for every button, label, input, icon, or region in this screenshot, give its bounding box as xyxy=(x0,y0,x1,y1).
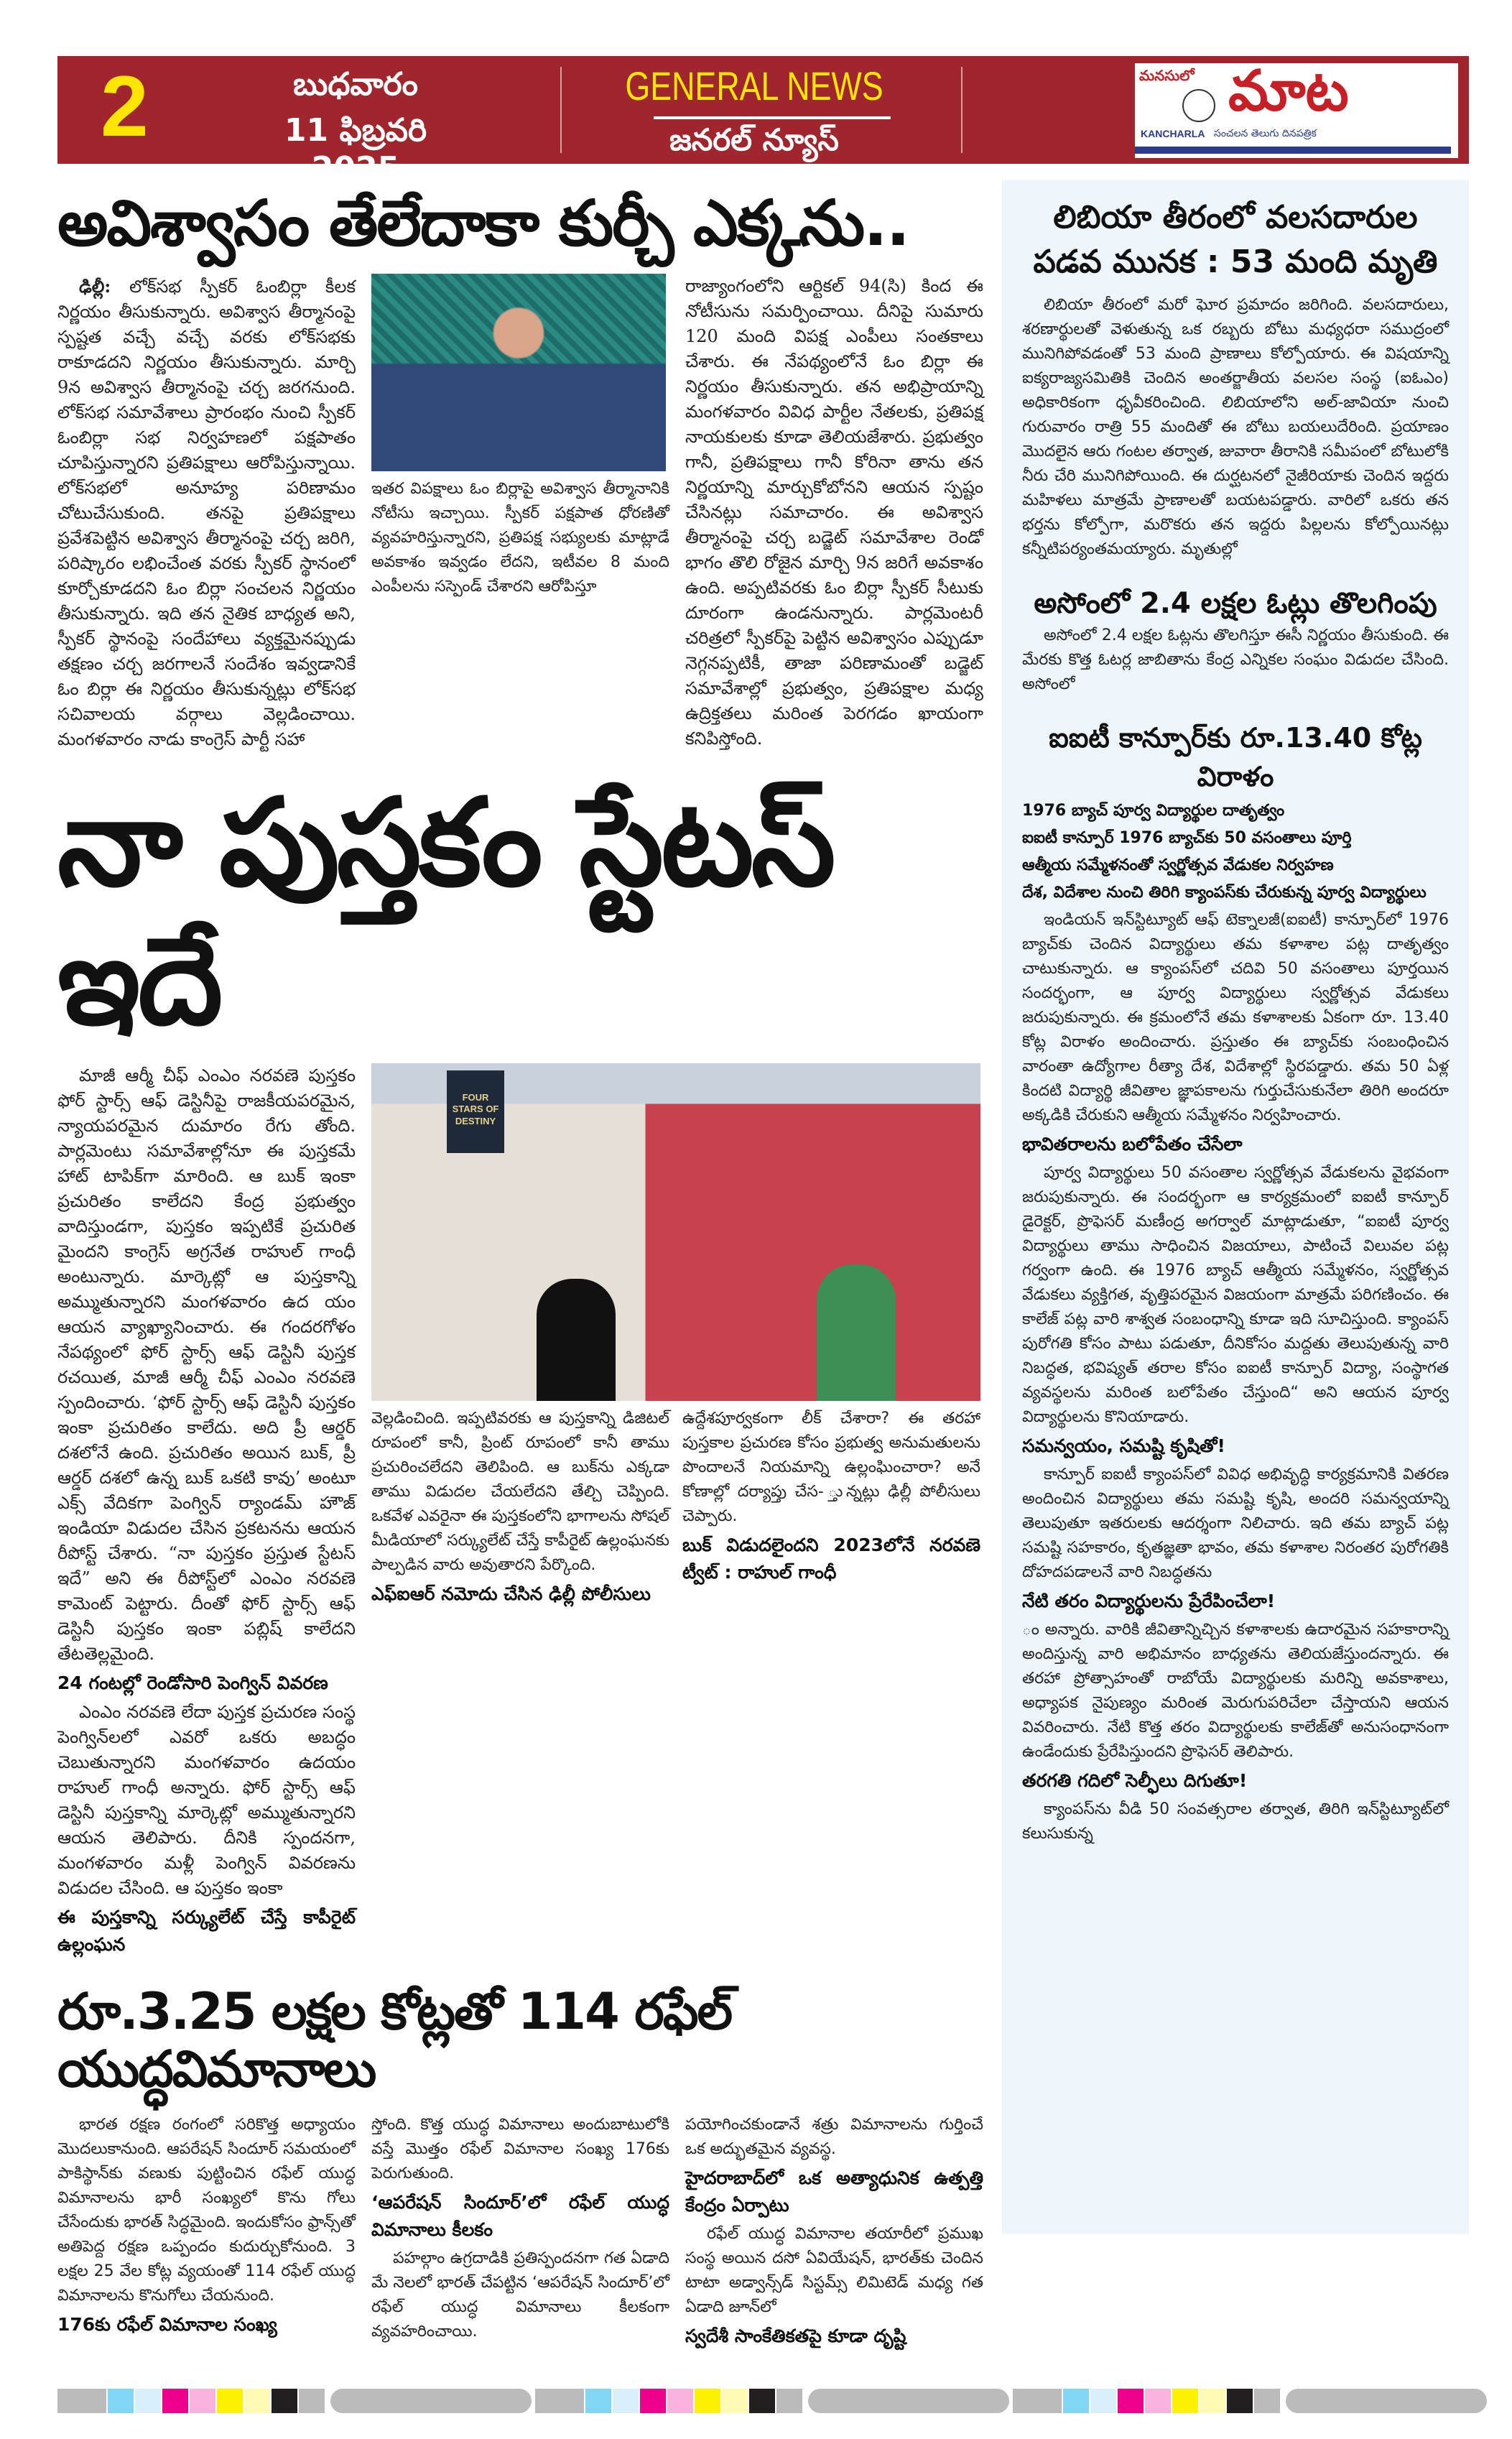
divider xyxy=(560,67,562,153)
subheading: ‘ఆపరేషన్ సిందూర్’లో రఫేల్ యుద్ధ విమానాలు కీలకం xyxy=(371,2191,669,2240)
story1-column2 xyxy=(371,274,669,752)
story2-text: వెల్లడించింది. ఇప్పటివరకు ఆ పుస్తకాన్ని డిజిటల్ రూపంలో కానీ, ప్రింట్ రూపంలో కానీ తాము ప్రచురించలేదని తెలిపింది. ఆ బుక్‌ను ఎక్కడా తాము విడుదల చేయలేదని తేల్చి చెప్పింది. ఒకవేళ ఎవరైనా ఈ పుస్తకంలోని భాగాలను సోషల్ మీడియాలో సర్క్యులేట్ చేస్తే కాపీరైట్ ఉల్లంఘనకు పాల్పడిన వారు అవుతారని పేర్కొంది. xyxy=(371,1409,669,1574)
story2-column2 xyxy=(371,1407,669,1611)
color-swatch xyxy=(162,2389,188,2413)
color-swatch xyxy=(776,2389,802,2413)
subheading: బుక్ విడుదలైందని 2023లోనే నరవణె ట్వీట్ : రాహుల్ గాంధీ xyxy=(682,1534,980,1583)
deck: 1976 బ్యాచ్ పూర్వ విద్యార్థుల దాతృత్వం xyxy=(1022,802,1285,820)
photo-rahul-gandhi-with-book xyxy=(371,1063,980,1401)
color-swatch xyxy=(272,2389,297,2413)
color-swatch xyxy=(1063,2389,1089,2413)
page-number: 2 xyxy=(101,58,149,154)
color-swatch xyxy=(190,2389,215,2413)
logo-small-text: మనసులో xyxy=(1139,67,1195,84)
logo-bar xyxy=(1135,147,1451,154)
divider xyxy=(654,116,891,119)
subheading: తరగతి గదిలో సెల్ఫీలు దిగుతూ! xyxy=(1022,1770,1248,1791)
subheading: స్వదేశీ సాంకేతికతపై కూడా దృష్టి xyxy=(685,2325,906,2346)
story2-right-area xyxy=(371,1063,983,1961)
subheading: ఎఫ్ఐఆర్ నమోదు చేసిన ఢిల్లీ పోలీసులు xyxy=(371,1583,651,1604)
story3-column1 xyxy=(57,2113,356,2353)
iit-story xyxy=(1022,718,1449,1846)
iit-paragraph: ఇండియన్ ఇన్‌స్టిట్యూట్ ఆఫ్ టెక్నాలజీ(ఐఐటీ) కాన్పూర్‌లో 1976 బ్యాచ్‌కు చెందిన విద్యార్థులు తమ కళాశాల పట్ల దాతృత్వం చాటుకున్నారు. ఆ క్యాంపస్‌లో చదివి 50 వసంతాలు పూర్తయిన సందర్భంగా, ఆ పూర్వ విద్యార్థులు స్వర్ణోత్సవ వేడుకలు జరుపుకున్నారు. ఈ క్రమంలోనే తమ కళాశాలకు ఏకంగా రూ. 13.40 కోట్ల విరాళం అందించారు. ప్రస్తుతం ఈ బ్యాచ్‌కు సంబంధించిన వారంతా ఉద్యోగాల రీత్యా దేశ, విదేశాల్లో స్థిరపడ్డారు. తమ 50 ఏళ్ల కిందటి విద్యార్థి జీవితాల జ్ఞాపకాలను గుర్తుచేసుకునేలా తిరిగి అందరూ అక్కడికి చేరుకుని ఆత్మీయ సమ్మేళనం నిర్వహించారు. xyxy=(1022,911,1449,1124)
story3-text: పయోగించకుండానే శత్రు విమానాలను గుర్తించే ఒక అద్భుతమైన వ్యవస్థ. xyxy=(685,2115,983,2158)
right-column xyxy=(1002,180,1469,2234)
deck: దేశ, విదేశాల నుంచి తిరిగి క్యాంపస్‌కు చేరుకున్న పూర్వ విద్యార్థులు xyxy=(1022,884,1427,902)
color-swatch xyxy=(1013,2389,1062,2413)
libya-text xyxy=(1022,293,1449,562)
print-color-bar xyxy=(0,2389,1512,2417)
color-swatch xyxy=(135,2389,161,2413)
story2-text: మాజీ ఆర్మీ చీఫ్ ఎంఎం నరవణె పుస్తకం ఫోర్ స్టార్స్ ఆఫ్ డెస్టినీపై రాజకీయపరమైన, న్యాయపరమైన దుమారం రేగు తోంది. పార్లమెంటు సమావేశాల్లోనూ ఈ పుస్తకమే హాట్ టాపిక్‌గా మారింది. ఆ బుక్ ఇంకా ప్రచురితం కాలేదని కేంద్ర ప్రభుత్వం వాదిస్తుండగా, పుస్తకం ఇప్పటికే ప్రచురిత మైందని కాంగ్రెస్ అగ్రనేత రాహుల్ గాంధీ అంటున్నారు. మార్కెట్లో ఆ పుస్తకాన్ని అమ్ముతున్నారని మంగళవారం ఉద యం ఆయన వ్యాఖ్యానించారు. ఈ గందరగోళం నేపథ్యంలో ఫోర్ స్టార్స్ ఆఫ్ డెస్టినీ పుస్తక రచయిత, మాజీ ఆర్మీ చీఫ్ ఎంఎం నరవణె స్పందించారు. ‘ఫోర్ స్టార్స్ ఆఫ్ డెస్టినీ పుస్తకం ఇంకా ప్రచురితం కాలేదు. అది ప్రీ ఆర్డర్ దశలోనే ఉంది. ప్రచురితం అయిన బుక్, ప్రీ ఆర్డర్ దశలో ఉన్న బుక్ ఒకటి కావు’ అంటూ ఎక్స్ వేదికగా పెంగ్విన్ ర్యాండమ్ హౌజ్ ఇండియా విడుదల చేసిన ప్రకటనను ఆయన రీపోస్ట్ చేశారు. “నా పుస్తకం ప్రస్తుత స్టేటస్ ఇదే” అని ఈ రీపోస్ట్‌లో ఎంఎం నరవణె కామెంట్ పెట్టారు. దీంతో ఫోర్ స్టార్స్ ఆఫ్ డెస్టినీ పుస్తకం ఇంకా పబ్లిష్ కాలేదని తేటతెల్లమైంది. xyxy=(57,1065,356,1664)
story3-text: స్తోంది. కొత్త యుద్ధ విమానాలు అందుబాటులోకి వస్తే మొత్తం రఫేల్ విమానాల సంఖ్య 176కు పెరుగుతుంది. xyxy=(371,2115,669,2183)
story3-text: రఫేల్ యుద్ధ విమానాల తయారీలో ప్రముఖ సంస్థ అయిన దసో ఏవియేషన్, భారత్‌కు చెందిన టాటా అడ్వాన్స్‌డ్ సిస్టమ్స్ లిమిటెడ్ మధ్య గత ఏడాది జూన్‌లో xyxy=(685,2224,983,2316)
logo-wordmark: మాట xyxy=(1228,63,1349,124)
story3-text: పహల్గాం ఉగ్రదాడికి ప్రతిస్పందనగా గత ఏడాది మే నెలలో భారత్ చేపట్టిన ‘ఆపరేషన్ సిందూర్’లో రఫేల్ యుద్ధ విమానాలు కీలకంగా వ్యవహరించాయి. xyxy=(371,2249,669,2341)
story3-column2 xyxy=(371,2113,669,2353)
headline-libya-line2: పడవ మునక : 53 మంది మృతి xyxy=(1033,244,1438,280)
date-label: 11 ఫిబ్రవరి 2025 xyxy=(284,112,427,187)
color-swatch xyxy=(613,2389,639,2413)
divider xyxy=(961,67,963,153)
story1 xyxy=(57,187,984,752)
color-swatch xyxy=(722,2389,748,2413)
gray-pill xyxy=(1286,2389,1487,2413)
color-swatch xyxy=(667,2389,693,2413)
headline-story3: రూ.3.25 లక్షల కోట్లతో 114 రఫేల్ యుద్ధవిమానాలు xyxy=(57,1981,732,2099)
face-illustration-icon xyxy=(1182,89,1215,122)
iit-paragraph: పూర్వ విద్యార్థులు 50 వసంతాల స్వర్ణోత్సవ వేడుకలను వైభవంగా జరుపుకున్నారు. ఈ సందర్భంగా ఆ కార్యక్రమంలో ఐఐటీ కాన్పూర్ డైరెక్టర్, ప్రొఫెసర్ మణీంద్ర అగర్వాల్ మాట్లాడుతూ, “ఐఐటీ పూర్వ విద్యార్థులు తాము సాధించిన విజయాలు, పాటించే విలువల పట్ల గర్వంగా ఉంది. ఈ 1976 బ్యాచ్ ఆత్మీయ సమ్మేళనం, స్వర్ణోత్సవ వేడుకలు వ్యక్తిగత, వృత్తిపరమైన విజయంగా మాత్రమే పరిగణించం. ఈ కాలేజ్ పట్ల వారి శాశ్వత సంబంధాన్ని కూడా ఇది సూచిస్తుంది. క్యాంపస్ పురోగతి కోసం పాటు పడుతూ, దీనికోసం మద్దతు తెలుపుతున్న వారి నిబద్ధత, భవిష్యత్ తరాల కోసం ఐఐటీ కాన్పూర్ విద్యా, సంస్థాగత వ్యవస్థలను మరింత బలోపేతం చేస్తుంది“ అని ఆయన పూర్వ విద్యార్థులను కొనియాడారు. xyxy=(1022,1164,1449,1426)
logo-tagline: సంచలన తెలుగు దినపత్రిక xyxy=(1214,128,1317,139)
headline-assam: అసోంలో 2.4 లక్షల ఓట్లు తొలగింపు xyxy=(1034,587,1437,620)
assam-story xyxy=(1022,583,1449,697)
story2-column1 xyxy=(57,1063,356,1961)
libya-paragraph: లిబియా తీరంలో మరో ఘోర ప్రమాదం జరిగింది. వలసదారులు, శరణార్థులతో వెళుతున్న ఒక రబ్బరు బోటు మధ్యధరా సముద్రంలో మునిగిపోవడంతో 53 మంది ప్రాణాలు కోల్పోయారు. ఈ విషయాన్ని ఐక్యరాజ్యసమితికి చెందిన అంతర్జాతీయ వలసల సంస్థ (ఐఓఎం) అధికారికంగా ధృవీకరించింది. లిబియాలోని అల్-జావియా నుంచి గురువారం రాత్రి 55 మందితో ఈ బోటు బయలుదేరింది. ప్రయాణం మొదలైన ఆరు గంటల తర్వాత, జువారా తీరానికి సమీపంలో బోటులోకి నీరు చేరి మునిగిపోయింది. ఈ దుర్ఘటనలో నైజీరియాకు చెందిన ఇద్దరు మహిళలు మాత్రమే ప్రాణాలతో బయటపడ్డారు. వారిలో ఒకరు తన భర్తను కోల్పోగా, మరొకరు తన ఇద్దరు పిల్లలను కోల్పోయినట్లు కన్నీటిపర్యంతమయ్యారు. మృతుల్లో xyxy=(1022,296,1449,558)
person-figure xyxy=(537,1279,616,1401)
section-title-english: GENERAL NEWS xyxy=(625,63,883,108)
section-title-telugu: జనరల్ న్యూస్ xyxy=(669,122,839,157)
story1-text: లోక్‌సభ స్పీకర్ ఓంబిర్లా కీలక నిర్ణయం తీసుకున్నారు. అవిశ్వాస తీర్మానంపై స్పష్టత వచ్చే వచ్చే వరకు లోక్‌సభకు రాకూడదని నిర్ణయం తీసుకున్నారు. మార్చి 9న అవిశ్వాస తీర్మానంపై చర్చ జరగనుంది. లోక్‌సభ సమావేశాలు ప్రారంభం నుంచి స్పీకర్ ఓంబిర్లా సభ నిర్వహణలో పక్షపాతం చూపిస్తున్నారని ప్రతిపక్షాలు ఆరోపిస్తున్నాయి. లోక్‌సభలో అనూహ్య పరిణామం చోటుచేసుకుంది. తనపై ప్రతిపక్షాలు ప్రవేశపెట్టిన అవిశ్వాస తీర్మానంపై చర్చ జరిగి, పరిష్కారం లభించేంత వరకు స్పీకర్ స్థానంలో కూర్చోకూడదని ఓం బిర్లా సంచలన నిర్ణయం తీసుకున్నారు. ఇది తన నైతిక బాధ్యత అని, స్పీకర్ స్థానంపై సందేహాలు వ్యక్తమైనప్పుడు తక్షణం చర్చ జరగాలనే సందేశం ఇవ్వడానికే ఓం బిర్లా ఈ నిర్ణయం తీసుకున్నట్లు లోక్‌సభ సచివాలయ వర్గాలు వెల్లడించాయి. మంగళవారం నాడు కాంగ్రెస్ పార్టీ సహా xyxy=(57,277,356,750)
subheading: 24 గంటల్లో రెండోసారి పెంగ్విన్ వివరణ xyxy=(57,1672,328,1693)
subheading: నేటి తరం విద్యార్థులను ప్రేరేపించేలా! xyxy=(1022,1591,1276,1611)
assam-text xyxy=(1022,624,1449,697)
photo-caption: ఇతర విపక్షాలు ఓం బిర్లాపై అవిశ్వాస తీర్మానానికి నోటీసు ఇచ్చాయి. స్పీకర్ పక్షపాత ధోరణితో వ్యవహరిస్తున్నారని, ప్రతిపక్ష సభ్యులకు మాట్లాడే అవకాశం ఇవ్వడం లేదని, ఇటీవల 8 మంది ఎంపీలను సస్పెండ్ చేశారని ఆరోపిస్తూ xyxy=(371,480,669,596)
subheading: హైదరాబాద్‌లో ఒక అత్యాధునిక ఉత్పత్తి కేంద్రం ఏర్పాటు xyxy=(685,2167,983,2216)
newspaper-logo xyxy=(1135,63,1458,158)
color-swatch xyxy=(57,2389,106,2413)
story2-text: ఎంఎం నరవణె లేదా పుస్తక ప్రచురణ సంస్థ పెంగ్విన్‌లలో ఎవరో ఒకరు అబద్ధం చెబుతున్నారని మంగళవారం ఉదయం రాహుల్ గాంధీ అన్నారు. ఫోర్ స్టార్స్ ఆఫ్ డెస్టినీ పుస్తకాన్ని మార్కెట్లో అమ్ముతున్నారని ఆయన తెలిపారు. దీనికి స్పందనగా, మంగళవారం మళ్లీ పెంగ్విన్ వివరణను విడుదల చేసింది. ఆ పుస్తకం ఇంకా xyxy=(57,1701,356,1898)
iit-paragraph: ం అన్నారు. వారికి జీవితాన్నిచ్చిన కళాశాలకు ఉదారమైన సహకారాన్ని అందిస్తున్న వారి అభిమానం బాధ్యతను తెలియజేస్తుందన్నారు. ఈ తరహా ప్రోత్సాహంతో రాబోయే విద్యార్థులకు మరిన్ని అవకాశాలు, అధ్యాపక నైపుణ్యం మరింత మెరుగుపరిచేలా చేస్తాయని ఆయన వివరించారు. నేటి కొత్త తరం విద్యార్థులకు కాలేజ్‌తో అనుసంధానంగా ఉండేందుకు ప్రేరేపిస్తుందని ప్రొఫెసర్ తెలిపారు. xyxy=(1022,1621,1449,1761)
story1-column3 xyxy=(685,274,983,752)
dateline: ఢిల్లీ: xyxy=(79,276,111,297)
subheading: 176కు రఫేల్ విమానాల సంఖ్య xyxy=(57,2313,277,2335)
story3 xyxy=(57,1983,984,2353)
day-label: బుధవారం xyxy=(293,66,418,103)
color-swatch xyxy=(749,2389,775,2413)
headline-libya: లిబియా తీరంలో వలసదారుల xyxy=(1053,199,1418,236)
story1-column1 xyxy=(57,274,356,752)
libya-story xyxy=(1022,195,1449,562)
story1-text: రాజ్యాంగంలోని ఆర్టికల్ 94(సి) కింద ఈ నోటీసును సమర్పించాయి. దీనిపై సుమారు 120 మంది విపక్ష ఎంపీలు సంతకాలు చేశారు. ఈ నేపథ్యంలోనే ఓం బిర్లా ఈ నిర్ణయం తీసుకున్నారు. తన అభిప్రాయాన్ని మంగళవారం వివిధ పార్టీల నేతలకు, ప్రతిపక్ష నాయకులకు కూడా తెలియజేశారు. ప్రభుత్వం గానీ, ప్రతిపక్షాలు గానీ కోరినా తాను తన నిర్ణయాన్ని మార్చుకోబోనని ఆయన స్పష్టం చేసినట్లు సమాచారం. ఈ అవిశ్వాస తీర్మానంపై చర్చ బడ్జెట్ సమావేశాల రెండో భాగం తొలి రోజైన మార్చి 9న జరిగే అవకాశం ఉంది. అప్పటివరకు ఓం బిర్లా స్పీకర్ సీటుకు దూరంగా ఉండనున్నారు. పార్లమెంటరీ చరిత్రలో స్పీకర్‌పై పెట్టిన అవిశ్వాసం ఎప్పుడూ నెగ్గనప్పటికీ, తాజా పరిణామంతో బడ్జెట్ సమావేశాల్లో ప్రభుత్వం, ప్రతిపక్షాల మధ్య ఉద్రిక్తతలు మరింత పెరగడం ఖాయంగా కనిపిస్తోంది. xyxy=(685,276,983,749)
story3-text: భారత రక్షణ రంగంలో సరికొత్త అధ్యాయం మొదలుకానుంది. ఆపరేషన్ సిందూర్ సమయంలో పాకిస్థాన్‌కు వణుకు పుట్టించిన రఫేల్ యుద్ధ విమానాలను భారీ సంఖ్యలో కొను గోలు చేసేందుకు భారత్ సిద్ధమైంది. ఇందుకోసం ఫ్రాన్స్‌తో అతిపెద్ద రక్షణ ఒప్పందం కుదుర్చుకోనుంది. 3 లక్షల 25 వేల కోట్ల వ్యయంతో 114 రఫేల్ యుద్ధ విమానాలను కొనుగోలు చేయనుంది. xyxy=(57,2115,356,2305)
gray-pill xyxy=(330,2389,532,2413)
page-content xyxy=(57,180,1469,2374)
color-swatch xyxy=(1227,2389,1253,2413)
subheading: ఈ పుస్తకాన్ని సర్క్యులేట్ చేస్తే కాపీరైట్ ఉల్లంఘన xyxy=(57,1906,356,1955)
color-swatch xyxy=(108,2389,134,2413)
headline-story2: నా పుస్తకం స్టేటస్ ఇదే xyxy=(57,772,833,1052)
subheading: భావితరాలను బలోపేతం చేసేలా xyxy=(1022,1134,1243,1154)
gray-pill xyxy=(808,2389,1009,2413)
story2-text: ఉద్దేశపూర్వకంగా లీక్ చేశారా? ఈ తరహా పుస్తకాల ప్రచురణ కోసం ప్రభుత్వ అనుమతులను పొందాలనే నియమాన్ని ఉల్లంఘించారా? అనే కోణాల్లో దర్యాప్తు చేస- ్తున్నట్లు ఢిల్లీ పోలీసులు చెప్పారు. xyxy=(682,1409,980,1525)
main-area xyxy=(57,180,984,2374)
color-swatch xyxy=(299,2389,325,2413)
deck: ఆత్మీయ సమ్మేళనంతో స్వర్ణోత్సవ వేడుకల నిర్వహణ xyxy=(1022,856,1334,874)
book-cover: FOUR STARS OF DESTINY xyxy=(447,1070,504,1153)
logo-name: KANCHARLA xyxy=(1141,128,1205,139)
photo-speaker-om-birla xyxy=(371,274,666,471)
color-swatch xyxy=(244,2389,270,2413)
color-swatch xyxy=(1200,2389,1225,2413)
subheading: సమన్వయం, సమష్టి కృషితో! xyxy=(1022,1435,1225,1456)
color-swatch xyxy=(1172,2389,1198,2413)
color-swatch xyxy=(1118,2389,1144,2413)
story2 xyxy=(57,774,984,1961)
color-swatch xyxy=(1145,2389,1171,2413)
color-swatch xyxy=(695,2389,720,2413)
headline-iit: ఐఐటీ కాన్పూర్‌కు రూ.13.40 కోట్ల విరాళం xyxy=(1049,722,1422,792)
assam-paragraph: అసోంలో 2.4 లక్షల ఓట్లను తొలగిస్తూ ఈసీ నిర్ణయం తీసుకుంది. ఈ మేరకు కొత్త ఓటర్ల జాబితాను కేంద్ర ఎన్నికల సంఘం విడుదల చేసింది. అసోంలో xyxy=(1022,626,1449,693)
person-figure xyxy=(817,1264,896,1401)
deck: ఐఐటీ కాన్పూర్ 1976 బ్యాచ్‌కు 50 వసంతాలు పూర్తి xyxy=(1022,829,1352,847)
story3-column3 xyxy=(685,2113,983,2353)
story2-column3 xyxy=(682,1407,980,1611)
iit-text xyxy=(1022,908,1449,1846)
color-swatch xyxy=(1254,2389,1280,2413)
headline-story1: అవిశ్వాసం తేలేదాకా కుర్చీ ఎక్కను.. xyxy=(57,186,909,260)
masthead xyxy=(57,56,1469,187)
iit-paragraph: క్యాంపస్‌ను వీడి 50 సంవత్సరాల తర్వాత, తిరిగి ఇన్‌స్టిట్యూట్‌లో కలుసుకున్న xyxy=(1022,1800,1449,1843)
color-swatch xyxy=(1090,2389,1116,2413)
color-swatch xyxy=(535,2389,584,2413)
color-swatch xyxy=(217,2389,243,2413)
color-swatch xyxy=(585,2389,611,2413)
iit-paragraph: కాన్పూర్ ఐఐటీ క్యాంపస్‌లో వివిధ అభివృద్ధి కార్యక్రమానికి వితరణ అందించిన విద్యార్థులు తమ సమష్టి కృషి, అందరి సమన్వయాన్ని తెలుపుతూ ఇతరులకు ఆదర్శంగా నిలిచారు. ఇది తమ బ్యాచ్ పట్ల సమష్టి సహకారం, కృతజ్ఞతా భావం, తమ కళాశాల నిరంతర పురోగతికి దోహదపడాలనే వారి నిబద్ధతను xyxy=(1022,1466,1449,1581)
color-swatch xyxy=(640,2389,666,2413)
